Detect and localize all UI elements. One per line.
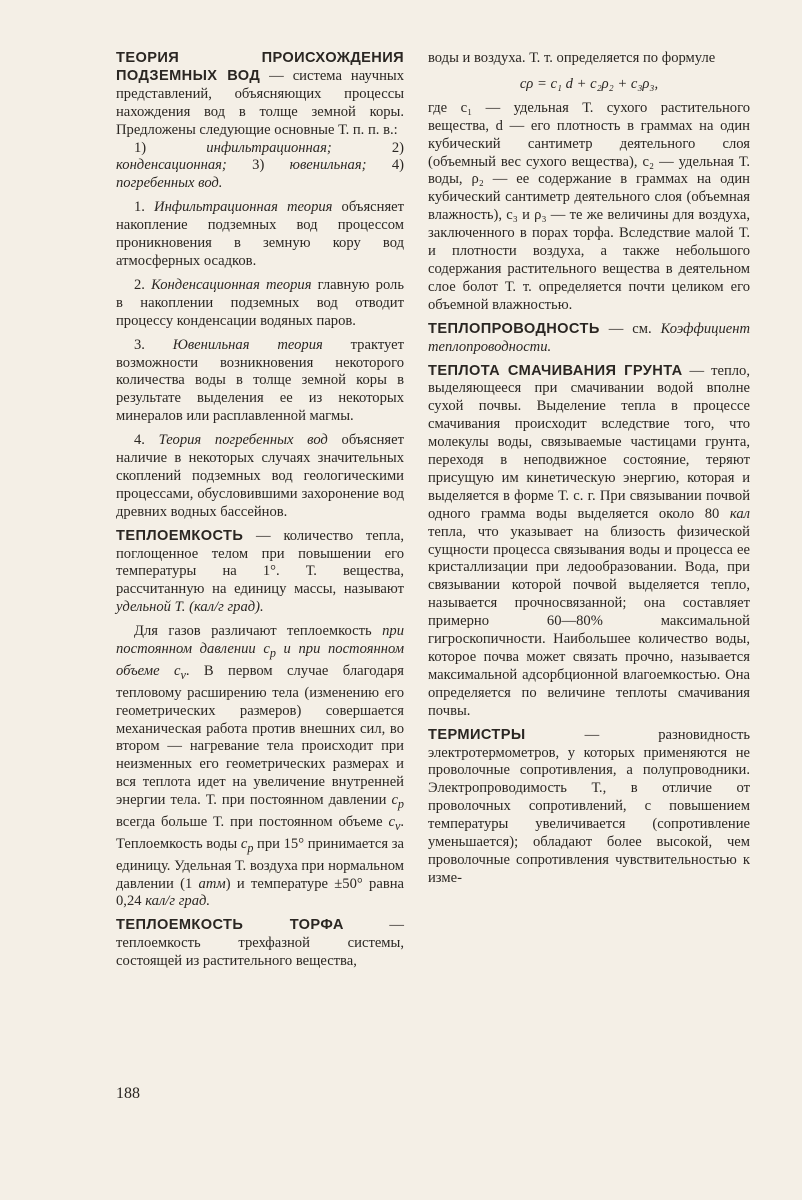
paragraph-buried-waters: 4. Теория погребенных вод объясняет наличие в некоторых случаях значительных скоплений подземных вод геологическими процессами, обусловившими захоронение вод древних водных бассейнов. — [116, 432, 404, 520]
headword: ТЕРМИСТРЫ — [428, 726, 526, 743]
right-column — [428, 50, 750, 888]
paragraph-condensation: 2. Конденсационная теория главную роль в накоплении подземных вод отводит процессу конденсации водяных паров. — [116, 276, 404, 329]
article-heat-capacity: ТЕПЛОЕМКОСТЬ — количество тепла, поглощенное телом при повышении его температуры на 1°. Т. вещества, рассчитанную на единицу массы, называют удельной Т. (кал/г град). — [116, 527, 404, 616]
paragraph-gas-heat-capacity: Для газов различают теплоемкость при постоянном давлении $c_p$ и при постоянном объеме $c_v$. В первом случае благодаря тепловому расширению тела (изменению его геометрических размеров) совершается механическая работа против внешних сил, во втором — нагревание тела происходит при неизменных его геометрических размерах и вся теплота идет на увеличение внутренней энергии тела. Т. при постоянном давлении $c_p$ всегда больше Т. при постоянном объеме $c_v$. Теплоемкость воды $c_p$ при 15° принимается за единицу. Удельная Т. воздуха при нормальном давлении (1 атм) и температуре ±50° равна 0,24 кал/г град. — [116, 623, 405, 910]
article-heat-of-wetting: ТЕПЛОТА СМАЧИВАНИЯ ГРУНТА — тепло, выделяющееся при смачивании водой вполне сухой почвы. Выделение тепла в процессе смачивания происходит вследствие того, что молекулы воды, связываемые частицами грунта, переходя в неподвижное состояние, теряют присущую им кинетическую энергию, которая и выделяется в форме Т. с. г. При связывании почвой одного грамма воды выделяется около 80 кал тепла, что указывает на близость физической сущности процесса связывания воды и процесса ее кристаллизации при ледообразовании. Вода, при связывании которой почвой выделяется тепло, называется прочносвязанной; она составляет примерно 60—80% максимальной гигроскопичности. Наибольшее количество воды, которое почва может связать прочно, называется максимальной адсорбционной влагоемкостью. Она определяется по величине теплоты смачивания почвы. — [428, 362, 750, 719]
paragraph-juvenile: 3. Ювенильная теория трактует возможности возникновения некоторого количества воды в толще земной коры в результате выделения ее из некоторых минералов или расплавленной магмы. — [116, 336, 404, 425]
formula: cρ = c₁ d + c₂ρ₂ + c₃ρ₃, — [519, 75, 659, 92]
theory-list: 1) инфильтрационная; 2) конденсационная; 3) ювенильная; 4) погребенных вод. — [116, 139, 405, 192]
left-column — [116, 50, 404, 971]
page-number: 188 — [116, 1085, 140, 1102]
article-peat-heat-capacity: ТЕПЛОЕМКОСТЬ ТОРФА — теплоемкость трехфазной системы, состоящей из растительного вещества, — [116, 917, 404, 970]
headword: ТЕПЛОПРОВОДНОСТЬ — [428, 320, 600, 337]
headword: ТЕПЛОТА СМАЧИВАНИЯ ГРУНТА — [428, 362, 683, 379]
article-theory-groundwater: ТЕОРИЯ ПРОИСХОЖДЕНИЯ ПОДЗЕМНЫХ ВОД — система научных представлений, объясняющих процессы нахождения вод в толще земной коры. Предложены следующие основные Т. п. п. в.: — [116, 50, 404, 138]
peat-continuation: воды и воздуха. Т. т. определяется по формуле — [428, 50, 716, 66]
paragraph-infiltration: 1. Инфильтрационная теория объясняет накопление подземных вод процессом проникновения в земную кору вод атмосферных осадков. — [116, 199, 405, 269]
headword: ТЕПЛОЕМКОСТЬ — [116, 527, 244, 544]
headword: ТЕПЛОЕМКОСТЬ ТОРФА — [116, 917, 344, 934]
article-thermal-conductivity: ТЕПЛОПРОВОДНОСТЬ — см. Коэффициент теплопроводности. — [428, 320, 750, 355]
headword: ТЕОРИЯ ПРОИСХОЖДЕНИЯ ПОДЗЕМНЫХ ВОД — [116, 50, 404, 84]
article-thermistors: ТЕРМИСТРЫ — разновидность электротермометров, у которых применяются не проволочные сопротивления, а полупроводники. Электропроводимость Т., в отличие от проволочных сопротивлений, с повышением температуры увеличивается (сопротивление уменьшается); обладают более высокой, чем проволочные сопротивления чувствительностью к изме- — [428, 726, 750, 886]
formula-explanation: где c₁ — удельная Т. сухого растительного вещества, d — его плотность в граммах на один кубический сантиметр деятельного слоя (объемный вес сухого вещества), c₂ — удельная Т. воды, ρ₂ — ее содержание в граммах на один кубический сантиметр деятельного слоя (объемная влажность), c₃ и ρ₃ — те же величины для воздуха, заключенного в порах торфа. Вследствие малой Т. и плотности воздуха, а также небольшого содержания растительного вещества в деятельном слое болот Т. т. определяется почти целиком его объемной влажностью. — [428, 99, 750, 313]
cross-reference: Коэффициент теплопроводности. — [428, 320, 750, 355]
